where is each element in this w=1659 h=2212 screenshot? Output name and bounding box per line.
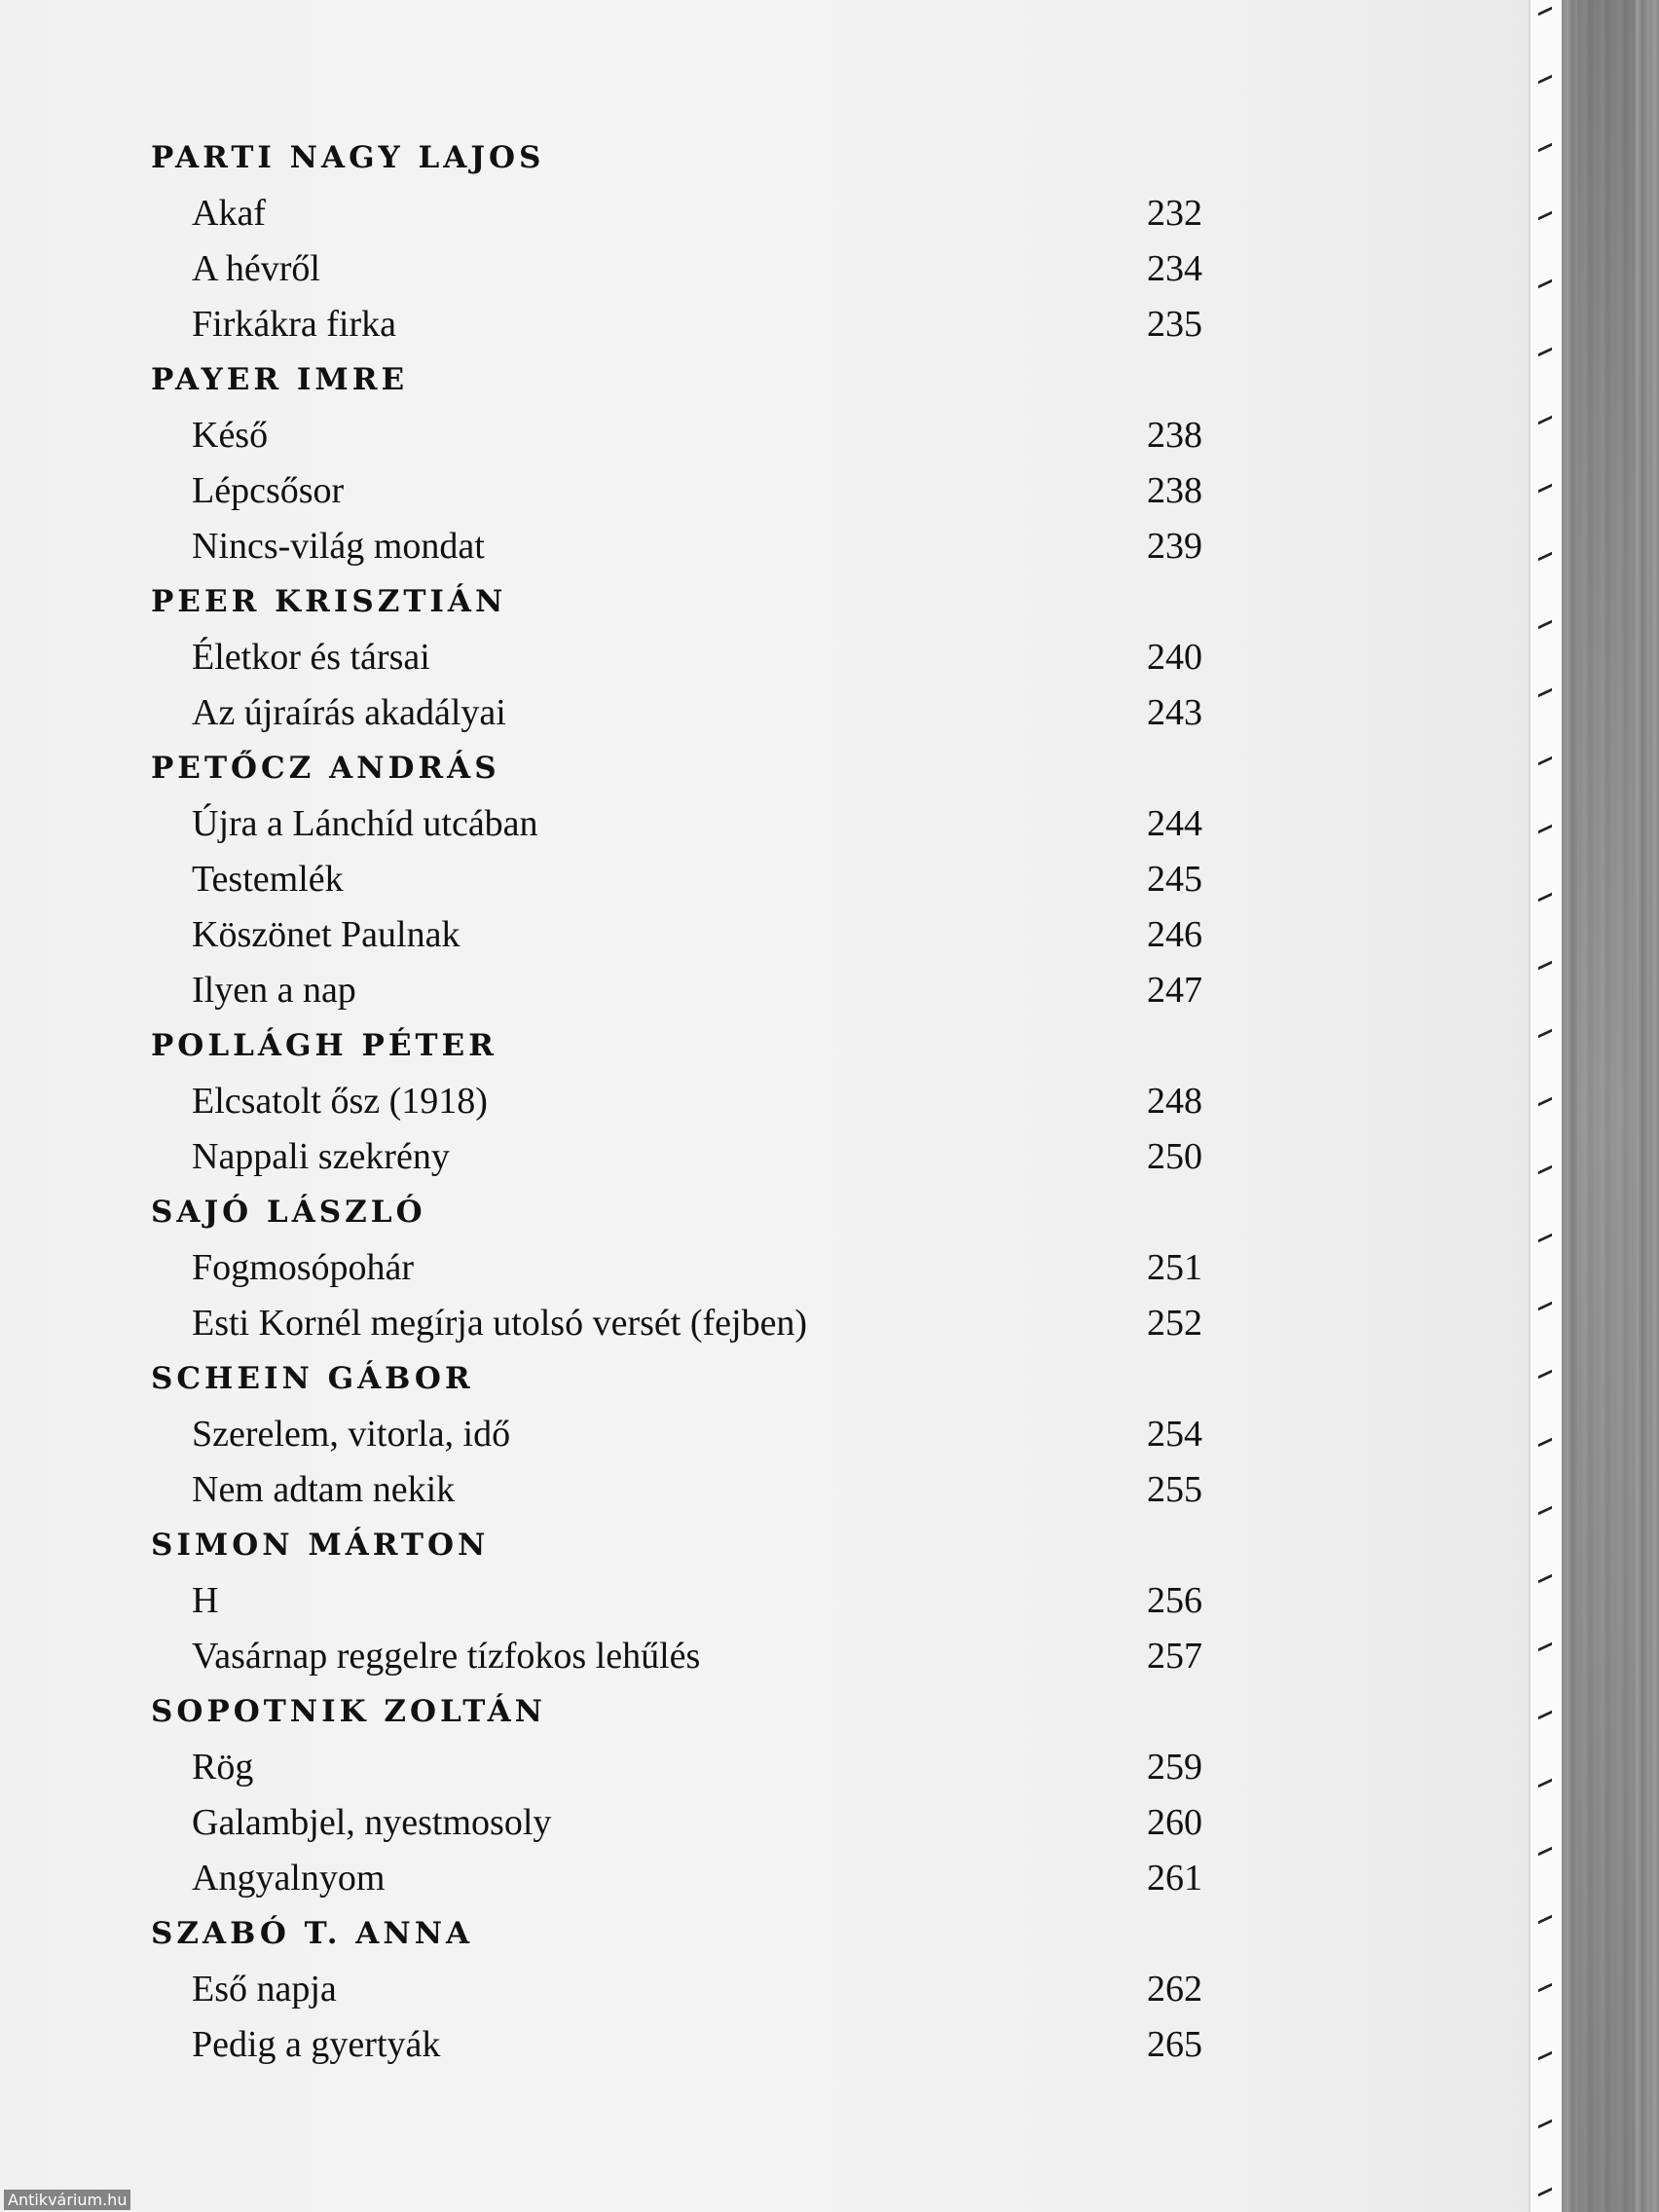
binding-tick <box>1538 348 1552 363</box>
author-heading: PAYER IMRE <box>151 362 409 397</box>
binding-tick <box>1538 1711 1552 1726</box>
author-heading: POLLÁGH PÉTER <box>151 1028 498 1063</box>
toc-entry <box>151 1629 1202 1684</box>
page-number: 240 <box>1147 637 1202 678</box>
toc-entry <box>151 241 1202 297</box>
toc-entry <box>151 907 1202 963</box>
entry-title: Lépcsősor <box>192 470 345 511</box>
binding-tick <box>1538 416 1552 431</box>
toc-entry <box>151 297 1202 352</box>
background-shadow <box>1577 0 1636 2212</box>
entry-title: Újra a Lánchíd utcában <box>192 803 538 844</box>
entry-title: Esti Kornél megírja utolsó versét (fejben) <box>192 1303 808 1344</box>
author-heading: PARTI NAGY LAJOS <box>151 140 545 175</box>
binding-tick <box>1538 1097 1552 1113</box>
binding-tick <box>1538 2188 1552 2203</box>
entry-title: Ilyen a nap <box>192 970 356 1011</box>
binding-tick <box>1538 1915 1552 1931</box>
entry-title: Pedig a gyertyák <box>192 2024 441 2065</box>
toc-entry <box>151 630 1202 685</box>
binding-tick <box>1538 7 1552 22</box>
entry-title: Nappali szekrény <box>192 1136 450 1177</box>
binding-tick <box>1538 756 1552 772</box>
entry-title: Szerelem, vitorla, idő <box>192 1414 511 1455</box>
toc-entry <box>151 1573 1202 1629</box>
toc-entry <box>151 796 1202 852</box>
binding-tick <box>1538 1370 1552 1385</box>
binding-tick <box>1538 688 1552 704</box>
page-number: 252 <box>1147 1303 1202 1344</box>
toc-entry <box>151 1962 1202 2017</box>
page-number: 256 <box>1147 1580 1202 1621</box>
binding-tick <box>1538 1234 1552 1249</box>
entry-title: Firkákra firka <box>192 304 396 345</box>
binding-tick <box>1538 1779 1552 1794</box>
binding-tick <box>1538 211 1552 227</box>
toc-entry <box>151 1129 1202 1185</box>
toc-entry <box>151 1462 1202 1518</box>
toc-entry <box>151 685 1202 741</box>
binding-tick <box>1538 279 1552 295</box>
entry-title: A hévről <box>192 248 320 289</box>
entry-title: Rög <box>192 1747 254 1788</box>
entry-title: Az újraírás akadályai <box>192 692 506 733</box>
author-heading: SIMON MÁRTON <box>151 1528 490 1563</box>
entry-title: Fogmosópohár <box>192 1247 414 1288</box>
entry-title: Testemlék <box>192 859 344 900</box>
binding-tick <box>1538 1983 1552 1999</box>
page-number: 259 <box>1147 1747 1202 1788</box>
page-number: 265 <box>1147 2024 1202 2065</box>
entry-title: Késő <box>192 415 269 456</box>
entry-title: Nem adtam nekik <box>192 1469 456 1510</box>
toc-entry <box>151 1296 1202 1351</box>
entry-title: H <box>192 1580 219 1621</box>
page-number: 261 <box>1147 1858 1202 1899</box>
toc-entry <box>151 852 1202 907</box>
binding-edge <box>1529 0 1564 2212</box>
binding-tick <box>1538 484 1552 499</box>
table-of-contents <box>151 130 1202 2073</box>
author-heading: PETŐCZ ANDRÁS <box>151 751 500 786</box>
toc-entry <box>151 1240 1202 1296</box>
page-number: 255 <box>1147 1469 1202 1510</box>
binding-tick <box>1538 2120 1552 2135</box>
toc-entry <box>151 963 1202 1018</box>
page-number: 248 <box>1147 1081 1202 1122</box>
binding-tick <box>1538 1642 1552 1658</box>
toc-entry <box>151 1740 1202 1795</box>
page-number: 232 <box>1147 193 1202 234</box>
watermark: Antikvárium.hu <box>4 2190 130 2210</box>
binding-tick <box>1538 2051 1552 2067</box>
author-heading: SCHEIN GÁBOR <box>151 1361 474 1396</box>
binding-tick <box>1538 1847 1552 1862</box>
page-number: 250 <box>1147 1136 1202 1177</box>
entry-title: Életkor és társai <box>192 637 430 678</box>
toc-entry <box>151 1795 1202 1851</box>
page-number: 239 <box>1147 526 1202 567</box>
binding-tick <box>1538 1438 1552 1454</box>
author-heading: SZABÓ T. ANNA <box>151 1916 474 1951</box>
page-number: 262 <box>1147 1969 1202 2009</box>
toc-entry <box>151 186 1202 241</box>
page-number: 238 <box>1147 415 1202 456</box>
binding-tick <box>1538 825 1552 840</box>
binding-tick <box>1538 1574 1552 1590</box>
page-number: 243 <box>1147 692 1202 733</box>
author-heading: PEER KRISZTIÁN <box>151 584 507 619</box>
page-number: 244 <box>1147 803 1202 844</box>
author-heading: SOPOTNIK ZOLTÁN <box>151 1694 547 1729</box>
page-number: 238 <box>1147 470 1202 511</box>
binding-tick <box>1538 1165 1552 1181</box>
binding-tick <box>1538 1029 1552 1045</box>
toc-entry <box>151 519 1202 574</box>
page-number: 246 <box>1147 914 1202 955</box>
entry-title: Galambjel, nyestmosoly <box>192 1802 552 1843</box>
binding-tick <box>1538 893 1552 908</box>
binding-tick <box>1538 961 1552 977</box>
entry-title: Angyalnyom <box>192 1858 386 1899</box>
binding-tick <box>1538 143 1552 159</box>
toc-entry <box>151 408 1202 463</box>
binding-tick <box>1538 1506 1552 1522</box>
binding-tick <box>1538 552 1552 568</box>
page-number: 257 <box>1147 1636 1202 1677</box>
page-number: 247 <box>1147 970 1202 1011</box>
binding-tick <box>1538 75 1552 91</box>
page-number: 254 <box>1147 1414 1202 1455</box>
toc-entry <box>151 1074 1202 1129</box>
page-number: 251 <box>1147 1247 1202 1288</box>
toc-entry <box>151 2017 1202 2073</box>
entry-title: Vasárnap reggelre tízfokos lehűlés <box>192 1636 701 1677</box>
page-number: 245 <box>1147 859 1202 900</box>
page-number: 235 <box>1147 304 1202 345</box>
toc-entry <box>151 1851 1202 1906</box>
entry-title: Eső napja <box>192 1969 337 2009</box>
entry-title: Nincs-világ mondat <box>192 526 485 567</box>
binding-tick <box>1538 1302 1552 1317</box>
entry-title: Akaf <box>192 193 266 234</box>
entry-title: Köszönet Paulnak <box>192 914 461 955</box>
page-number: 260 <box>1147 1802 1202 1843</box>
author-heading: SAJÓ LÁSZLÓ <box>151 1195 426 1230</box>
toc-entry <box>151 463 1202 519</box>
entry-title: Elcsatolt ősz (1918) <box>192 1081 488 1122</box>
page-number: 234 <box>1147 248 1202 289</box>
toc-entry <box>151 1407 1202 1462</box>
binding-tick <box>1538 620 1552 636</box>
